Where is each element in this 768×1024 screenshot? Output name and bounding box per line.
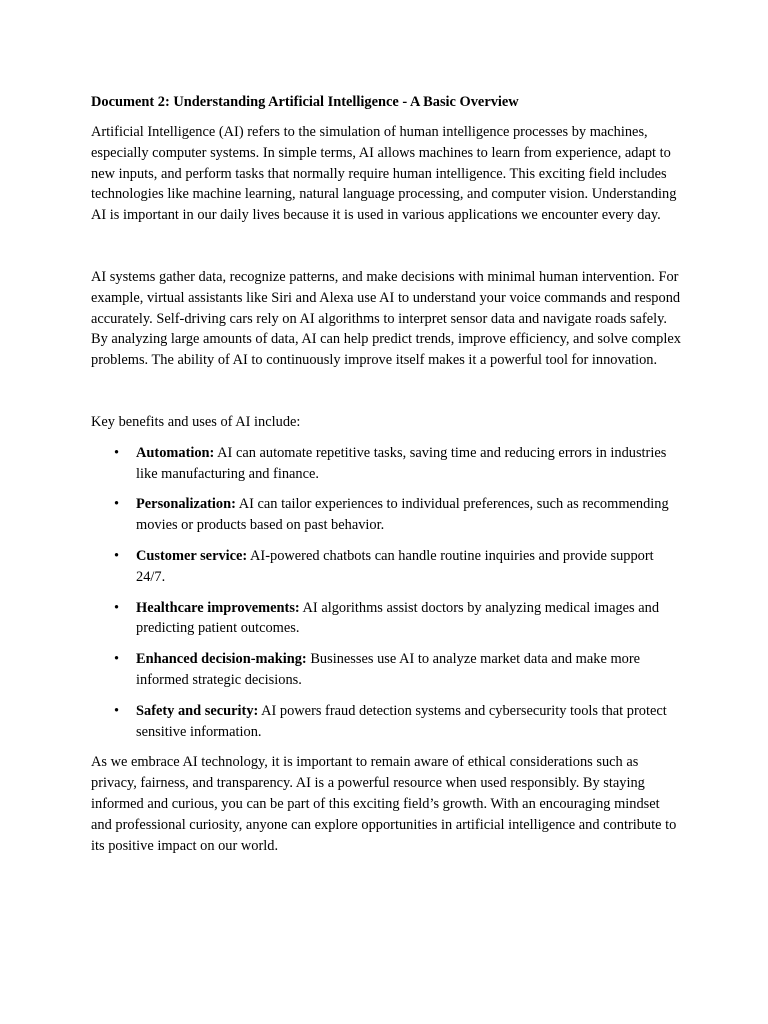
benefit-term: Enhanced decision-making: <box>136 651 307 668</box>
document-page <box>91 92 681 856</box>
list-item <box>91 701 681 743</box>
closing-paragraph: As we embrace AI technology, it is important to remain aware of ethical considerations such as privacy, fairness, and transparency. AI is a powerful resource when used responsibly. By staying informed and curious, you can be part of this exciting field’s growth. With an encouraging mindset and professional curiosity, anyone can explore opportunities in artificial intelligence and contribute to its positive impact on our world. <box>91 754 677 854</box>
benefits-intro: Key benefits and uses of AI include: <box>91 413 301 430</box>
benefits-list <box>91 443 681 743</box>
bullet-icon: • <box>114 547 120 564</box>
list-item <box>91 649 681 691</box>
benefit-term: Customer service: <box>136 547 248 564</box>
benefit-term: Personalization: <box>136 496 236 513</box>
intro-paragraph: Artificial Intelligence (AI) refers to the simulation of human intelligence processes by machines, especially computer systems. In simple terms, AI allows machines to learn from experience, adapt to new inputs, and perform tasks that normally require human intelligence. This exciting field includes technologies like machine learning, natural language processing, and computer vision. Understanding AI is important in our daily lives because it is used in various applications we encounter every day. <box>91 124 677 224</box>
benefit-term: Safety and security: <box>136 702 259 719</box>
benefit-text: AI can tailor experiences to individual preferences, such as recommending movies or products based on past behavior. <box>136 496 669 534</box>
benefit-text: Businesses use AI to analyze market data and make more informed strategic decisions. <box>136 651 641 688</box>
how-ai-works-paragraph: AI systems gather data, recognize patterns, and make decisions with minimal human intervention. For example, virtual assistants like Siri and Alexa use AI to understand your voice commands and respond accurately. Self-driving cars rely on AI algorithms to interpret sensor data and navigate roads safely. By analyzing large amounts of data, AI can help predict trends, improve efficiency, and solve complex problems. The ability of AI to continuously improve itself makes it a powerful tool for innovation. <box>91 268 681 369</box>
benefit-text: AI algorithms assist doctors by analyzing medical images and predicting patient outcomes. <box>136 599 660 637</box>
bullet-icon: • <box>114 599 120 616</box>
bullet-icon: • <box>114 444 120 461</box>
list-item <box>91 494 681 536</box>
benefit-text: AI can automate repetitive tasks, saving time and reducing errors in industries like manufacturing and finance. <box>136 444 667 482</box>
list-item <box>91 443 681 485</box>
list-item <box>91 598 681 640</box>
bullet-icon: • <box>114 651 120 668</box>
bullet-icon: • <box>114 496 120 513</box>
benefit-term: Healthcare improvements: <box>136 599 300 616</box>
list-item <box>91 546 681 588</box>
bullet-icon: • <box>114 702 120 719</box>
document-title: Document 2: Understanding Artificial Intelligence - A Basic Overview <box>91 94 519 110</box>
benefit-term: Automation: <box>136 444 215 461</box>
benefit-text: AI powers fraud detection systems and cybersecurity tools that protect sensitive information. <box>136 702 667 740</box>
benefit-text: AI-powered chatbots can handle routine inquiries and provide support 24/7. <box>136 547 654 585</box>
